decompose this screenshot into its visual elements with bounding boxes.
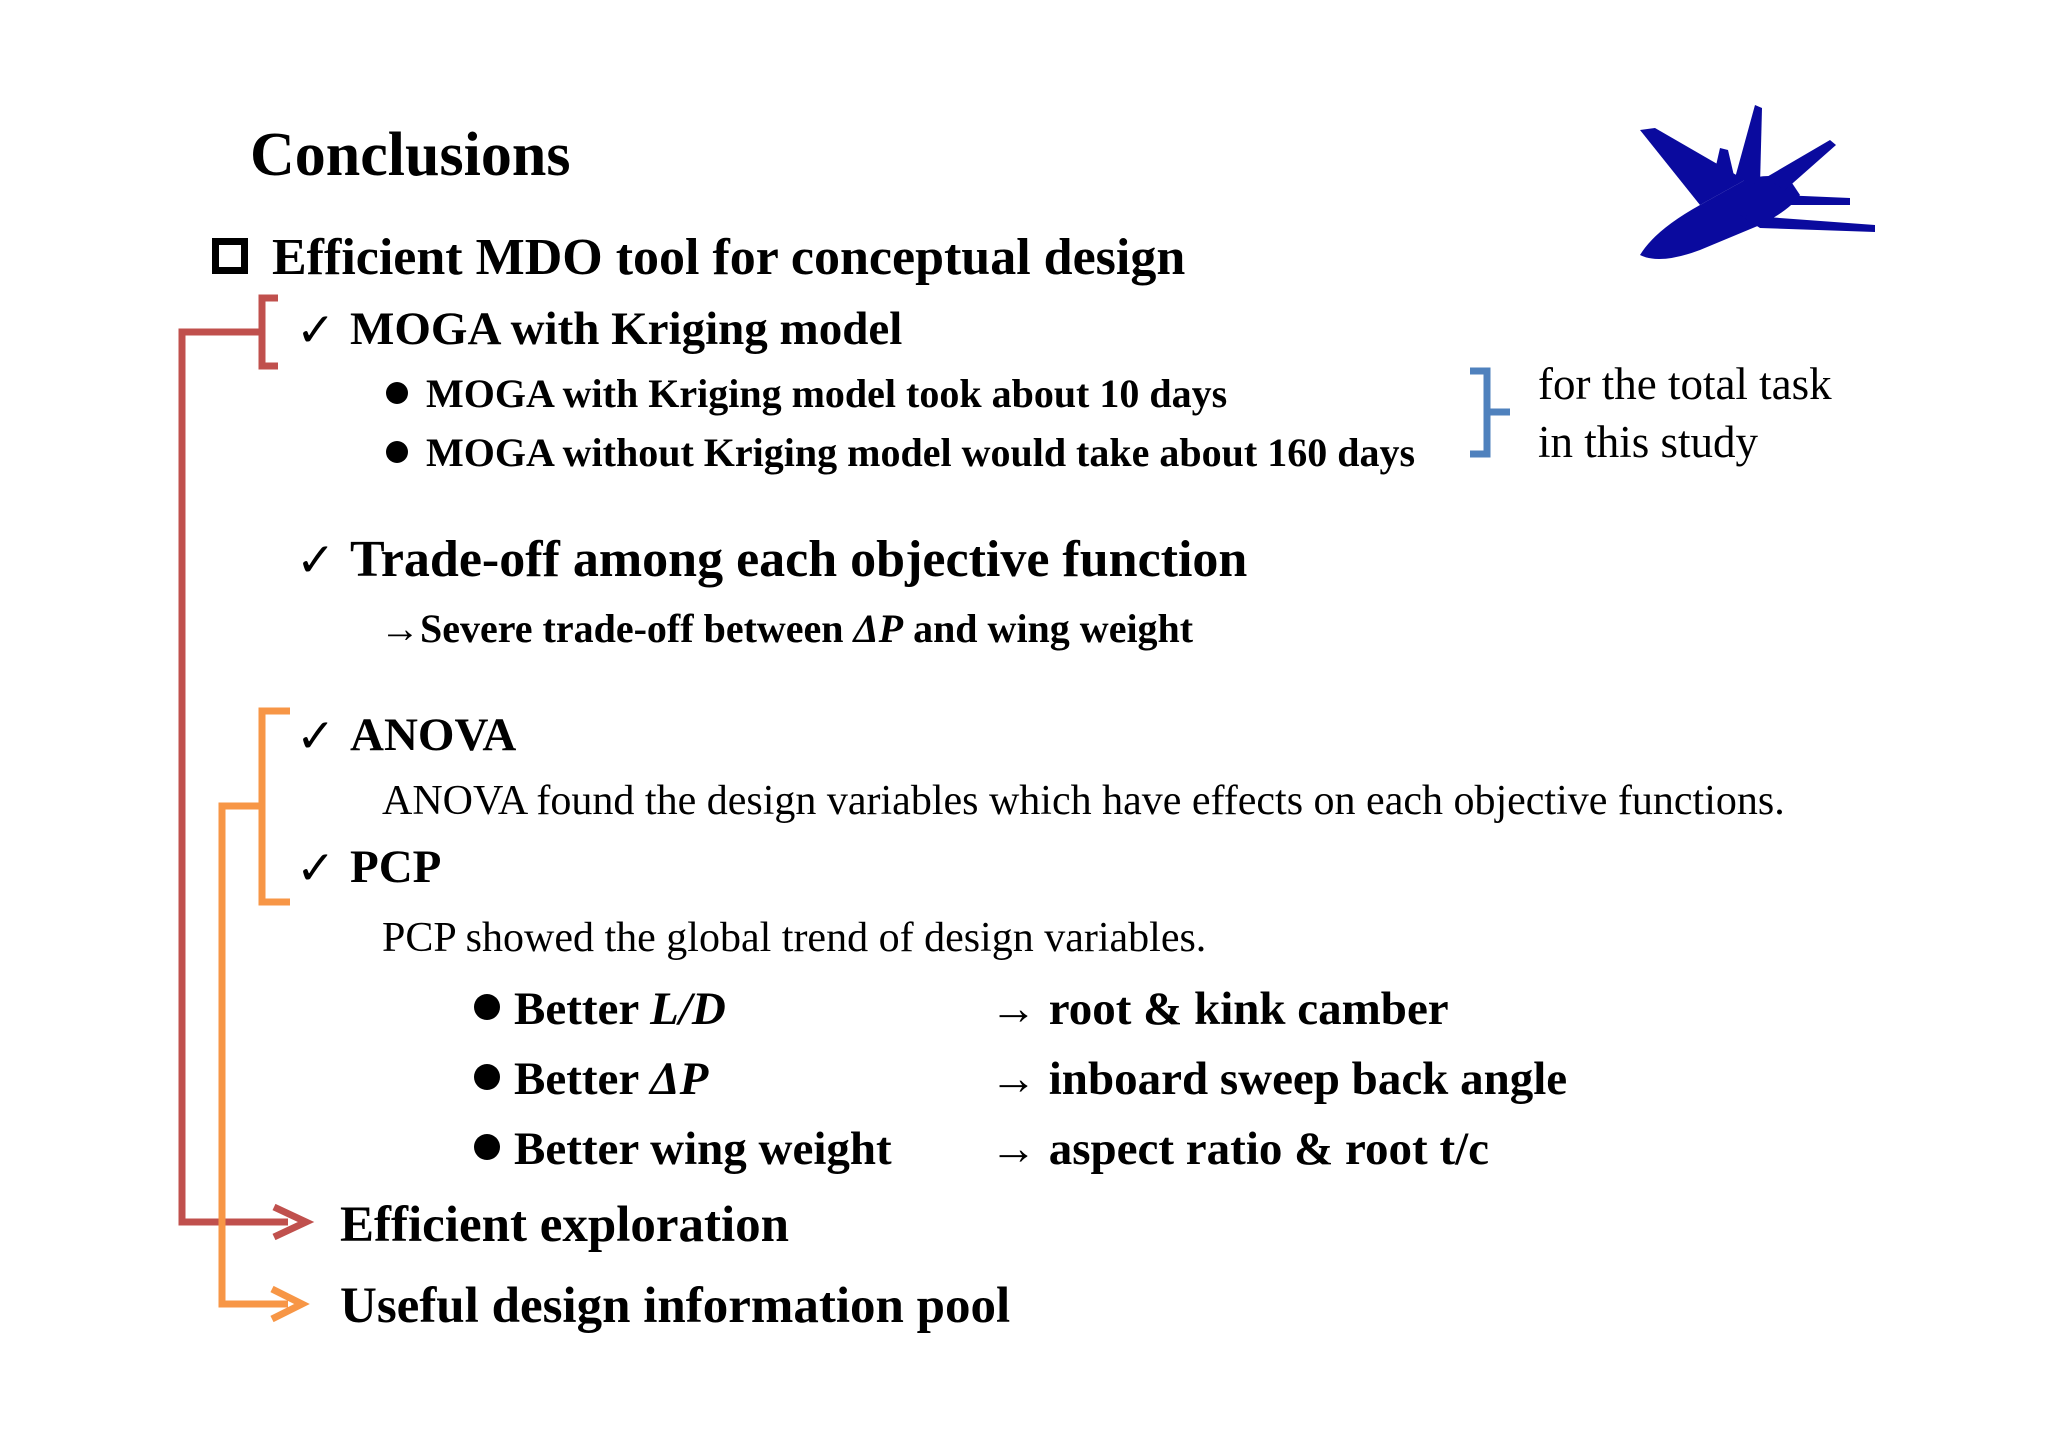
orange-bracket <box>262 711 290 902</box>
pcp-label: PCP <box>350 841 442 893</box>
moga-bullet-1: MOGA with Kriging model took about 10 days <box>426 371 1228 416</box>
tradeoff-detail: →Severe trade-off between ΔP and wing weight <box>380 606 1194 651</box>
anova-detail: ANOVA found the design variables which have effects on each objective functions. <box>382 778 1785 824</box>
bullet-icon <box>386 441 408 463</box>
moga-note-line-2: in this study <box>1538 417 1759 467</box>
blue-bracket <box>1470 371 1510 454</box>
bullet-icon <box>474 1134 500 1160</box>
pcp-row-2-result: → inboard sweep back angle <box>990 1053 1568 1105</box>
check-icon: ✓ <box>296 305 336 357</box>
tradeoff-label: Trade-off among each objective function <box>350 531 1248 588</box>
pcp-row-2-label: Better ΔP <box>514 1053 709 1105</box>
checkbox-icon <box>212 238 248 274</box>
pcp-row-3-result: → aspect ratio & root t/c <box>990 1123 1490 1175</box>
bullet-icon <box>386 382 408 404</box>
slide-title: Conclusions <box>250 121 571 189</box>
pcp-row-3-label: Better wing weight <box>514 1123 892 1175</box>
result-efficient-exploration: Efficient exploration <box>340 1197 790 1253</box>
pcp-row-1-result: → root & kink camber <box>990 983 1449 1035</box>
moga-note-line-1: for the total task <box>1538 359 1832 409</box>
check-icon: ✓ <box>296 843 336 895</box>
red-bracket <box>262 298 278 366</box>
moga-bullet-2: MOGA without Kriging model would take about 160 days <box>426 430 1416 475</box>
bullet-icon <box>474 1064 500 1090</box>
check-icon: ✓ <box>296 535 336 587</box>
anova-label: ANOVA <box>350 709 517 761</box>
pcp-detail: PCP showed the global trend of design variables. <box>382 915 1207 961</box>
bullet-icon <box>474 994 500 1020</box>
moga-label: MOGA with Kriging model <box>350 303 903 355</box>
main-heading: Efficient MDO tool for conceptual design <box>272 229 1186 286</box>
pcp-row-1-label: Better L/D <box>514 983 726 1035</box>
result-useful-design-pool: Useful design information pool <box>340 1278 1011 1334</box>
check-icon: ✓ <box>296 711 336 763</box>
